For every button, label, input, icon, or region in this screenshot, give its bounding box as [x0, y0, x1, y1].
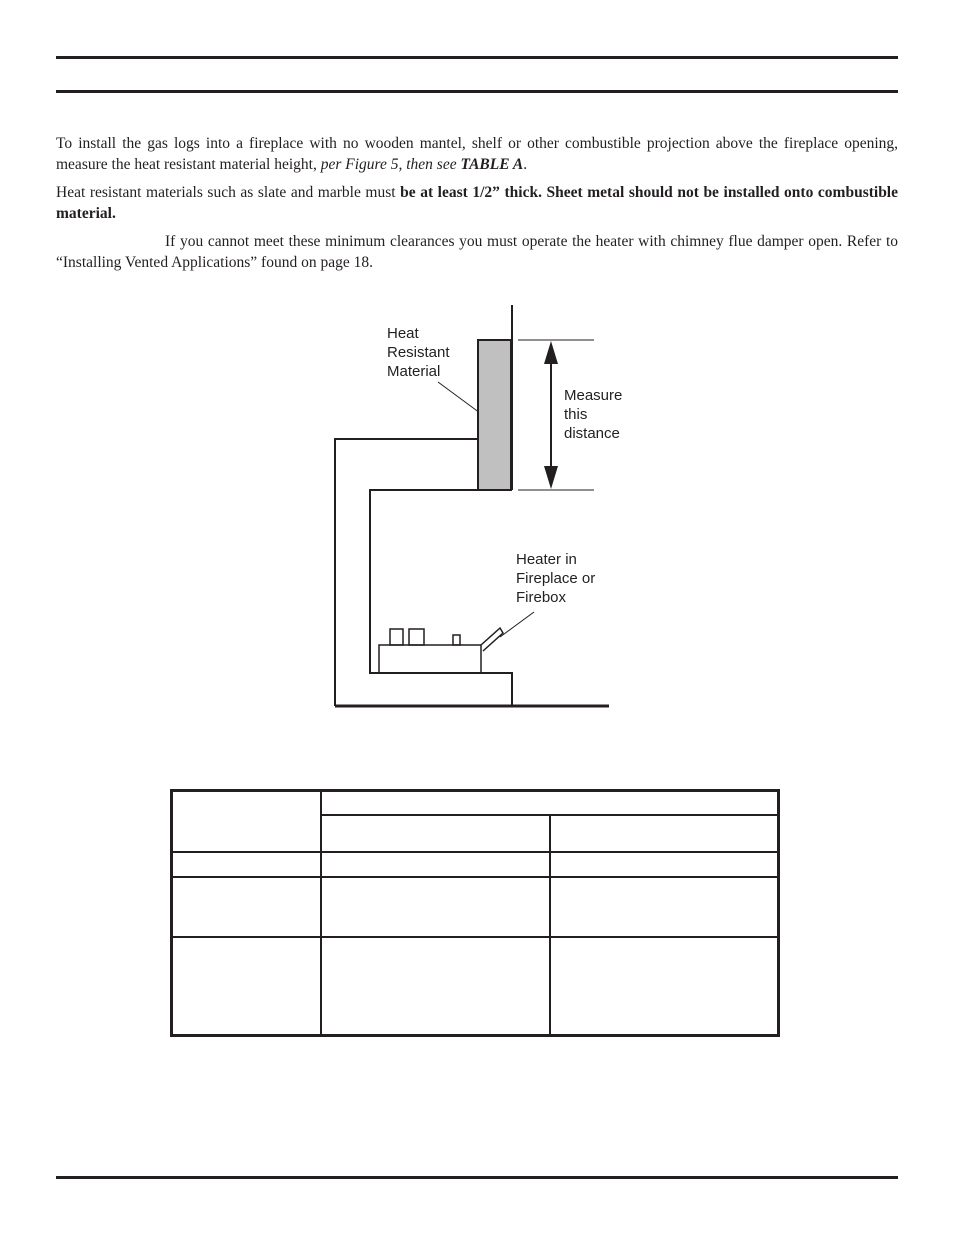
- heater-leader: [500, 612, 534, 637]
- arrowhead-down: [544, 466, 558, 489]
- label-measure-distance: Measure this distance: [564, 387, 623, 442]
- materials-text: Heat resistant materials such as slate and marble must: [56, 184, 401, 201]
- materials-bold: be at least 1/2” thick. Sheet metal should not be installed onto combustible material.: [56, 184, 898, 222]
- table-subheader-1: [321, 815, 550, 852]
- table-cell: [550, 937, 779, 1036]
- table-header-left: [172, 791, 322, 852]
- table-row: [172, 852, 779, 877]
- material-leader: [438, 382, 480, 413]
- intro-italic: per Figure 5, then see: [320, 155, 461, 173]
- table-subheader-2: [550, 815, 779, 852]
- table-a-reference: TABLE A: [460, 155, 524, 173]
- table-a: [170, 789, 780, 1037]
- fireplace-outer-outline: [335, 439, 478, 706]
- table-cell: [321, 937, 550, 1036]
- heater-pilot: [453, 635, 460, 645]
- table-cell: [550, 852, 779, 877]
- table-cell: [321, 852, 550, 877]
- table-row: [172, 937, 779, 1036]
- clearances-text: If you cannot meet these minimum clearances you must operate the heater with chimney flue damper open. Refer to “Installing Vented Applications” found on page 18.: [56, 233, 898, 271]
- heater-log-2: [409, 629, 424, 645]
- heater-front-deflector: [481, 628, 503, 651]
- heater-body: [379, 645, 481, 673]
- table-header-span: [321, 791, 778, 815]
- table-cell: [321, 877, 550, 937]
- table-cell: [550, 877, 779, 937]
- arrowhead-up: [544, 341, 558, 364]
- table-row: [172, 877, 779, 937]
- table-cell: [172, 877, 322, 937]
- heat-resistant-material: [478, 340, 511, 490]
- table-cell: [172, 852, 322, 877]
- intro-end: .: [523, 155, 528, 173]
- table-cell: [172, 937, 322, 1036]
- intro-text: To install the gas logs into a fireplace with no wooden mantel, shelf or other combustible projection above the fireplace opening, measure the heat resistant material height,: [56, 135, 898, 173]
- heater-log-1: [390, 629, 403, 645]
- bottom-rule: [56, 1176, 898, 1179]
- label-heat-resistant-material: Heat Resistant Material: [387, 325, 450, 380]
- label-heater-in-fireplace: Heater in Fireplace or Firebox: [516, 551, 596, 606]
